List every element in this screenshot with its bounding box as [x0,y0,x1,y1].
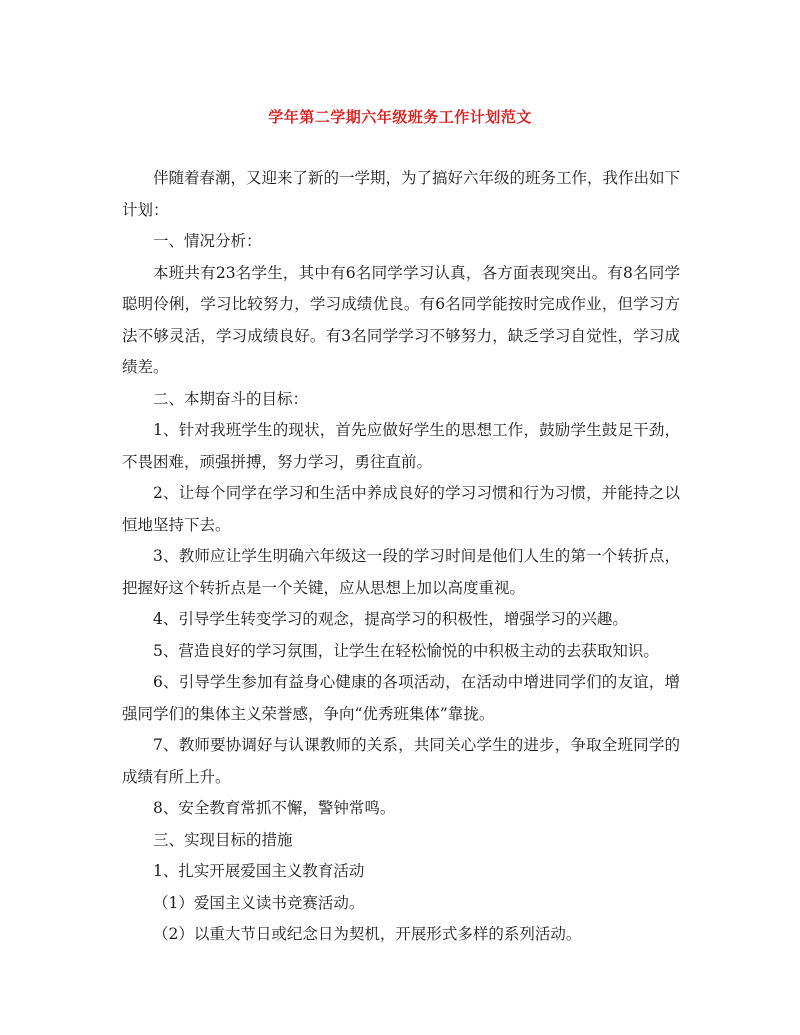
goal-item-8: 8、安全教育常抓不懈，警钟常鸣。 [153,799,396,817]
goal-item-5: 5、营造良好的学习氛围，让学生在轻松愉悦的中积极主动的去获取知识。 [153,641,659,660]
goal-item-4: 4、引导学生转变学习的观念，提高学习的积极性，增强学习的兴趣。 [153,610,628,628]
document-title: 学年第二学期六年级班务工作计划范文 [268,108,532,126]
situation-paragraph: 本班共有23名学生，其中有6名同学学习认真，各方面表现突出。有8名同学聪明伶俐，学习比较努力，学习成绩优良。有6名同学能按时完成作业，但学习方法不够灵活，学习成绩良好。有3名同学学习不够努力，缺乏学习自觉性，学习成绩差。 [122,263,680,376]
goal-item-1: 1、针对我班学生的现状，首先应做好学生的思想工作，鼓励学生鼓足干劲，不畏困难，顽强拼搏，努力学习，勇往直前。 [122,421,680,471]
section-heading-measures: 三、实现目标的措施 [153,830,293,849]
measure-item-1: 1、扎实开展爱国主义教育活动 [153,862,365,880]
section-heading-goals: 二、本期奋斗的目标： [153,389,309,408]
section-heading-situation: 一、情况分析： [153,232,262,250]
measure-subitem-1: （1）爱国主义读书竞赛活动。 [153,893,365,912]
goal-item-7: 7、教师要协调好与认课教师的关系，共同关心学生的进步，争取全班同学的成绩有所上升。 [122,736,680,786]
goal-item-3: 3、教师应让学生明确六年级这一段的学习时间是他们人生的第一个转折点，把握好这个转折点是一个关键，应从思想上加以高度重视。 [122,547,680,597]
measure-subitem-2: （2）以重大节日或纪念日为契机，开展形式多样的系列活动。 [153,925,582,943]
goal-item-6: 6、引导学生参加有益身心健康的各项活动，在活动中增进同学们的友谊，增强同学们的集体主义荣誉感，争向“优秀班集体”靠拢。 [122,673,680,723]
intro-paragraph: 伴随着春潮，又迎来了新的一学期，为了搞好六年级的班务工作，我作出如下计划： [122,169,681,219]
goal-item-2: 2、让每个同学在学习和生活中养成良好的学习习惯和行为习惯，并能持之以恒地坚持下去。 [122,484,680,534]
document-body [122,163,680,951]
